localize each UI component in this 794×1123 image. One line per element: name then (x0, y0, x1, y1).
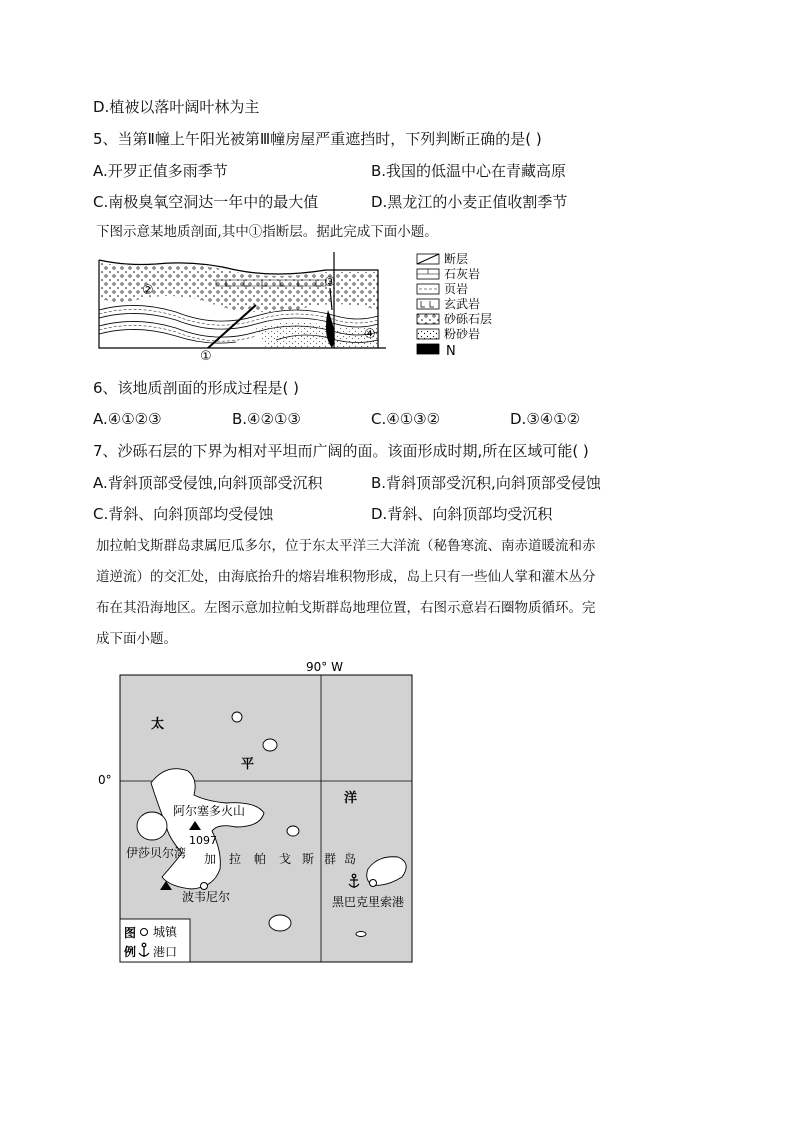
island (232, 712, 242, 722)
legend-basalt: 玄武岩 (444, 297, 481, 311)
geology-label-4: ④ (364, 327, 376, 342)
map-longitude-label: 90° W (306, 660, 343, 674)
archipelago-char-6: 群 (324, 852, 337, 866)
archipelago-char-1: 加 (204, 852, 217, 866)
q6-option-d: D.③④①② (510, 410, 581, 428)
map-latitude-label: 0° (98, 773, 112, 787)
galapagos-intro-line-3: 布在其沿海地区。左图示意加拉帕戈斯群岛地理位置，右图示意岩石圈物质循环。完 (96, 600, 596, 616)
legend-siltstone: 粉砂岩 (444, 327, 481, 341)
legend-title-char-1: 图 (124, 926, 137, 940)
galapagos-intro-line-4: 成下面小题。 (96, 631, 177, 647)
galapagos-map (96, 655, 426, 967)
town-name: 波韦尼尔 (182, 890, 231, 904)
q6-option-b: B.④②①③ (232, 410, 301, 428)
galapagos-intro-line-2: 道逆流）的交汇处，由海底抬升的熔岩堆积物形成，岛上只有一些仙人掌和灌木丛分 (96, 569, 596, 585)
island (263, 739, 277, 751)
volcano-name: 阿尔塞多火山 (173, 804, 246, 818)
q6-option-c: C.④①③② (371, 410, 441, 428)
ocean-char-3: 洋 (344, 791, 358, 806)
ocean-char-1: 太 (151, 717, 165, 732)
q6-option-a: A.④①②③ (93, 410, 162, 428)
port-town-icon (370, 880, 377, 887)
legend-town-label: 城镇 (153, 925, 178, 939)
island (356, 932, 366, 937)
galapagos-intro-line-1: 加拉帕戈斯群岛隶属厄瓜多尔，位于东太平洋三大洋流（秘鲁寒流、南赤道暖流和赤 (96, 538, 596, 554)
map-legend (120, 919, 190, 962)
archipelago-char-2: 拉 (229, 852, 242, 866)
geology-legend (417, 251, 492, 359)
q4-option-d: D.植被以落叶阔叶林为主 (93, 98, 260, 116)
legend-n: N (446, 344, 456, 359)
geology-label-2: ② (142, 283, 154, 298)
q5-stem: 5、当第Ⅱ幢上午阳光被第Ⅲ幢房屋严重遮挡时，下列判断正确的是( ) (93, 130, 542, 148)
island (269, 915, 291, 931)
geology-label-1: ① (200, 349, 212, 364)
volcano-elevation: 1097 (189, 834, 217, 847)
port-name: 黑巴克里索港 (332, 895, 405, 909)
legend-fault: 断层 (444, 252, 469, 266)
island (287, 826, 299, 836)
legend-port-label: 港口 (153, 945, 178, 959)
island (137, 812, 167, 840)
q5-option-b: B.我国的低温中心在青藏高原 (371, 162, 567, 180)
archipelago-char-3: 帕 (254, 852, 267, 866)
legend-shale: 页岩 (444, 282, 469, 296)
ocean-char-2: 平 (241, 757, 255, 772)
q7-option-a: A.背斜顶部受侵蚀,向斜顶部受沉积 (93, 474, 323, 492)
q5-option-a: A.开罗正值多雨季节 (93, 162, 228, 180)
q6-stem: 6、该地质剖面的形成过程是( ) (93, 379, 300, 397)
town-legend-icon (141, 929, 148, 936)
legend-title-char-2: 例 (124, 945, 137, 959)
q7-stem: 7、沙砾石层的下界为相对平坦而广阔的面。该面形成时期,所在区域可能( ) (93, 442, 589, 460)
geology-cross-section (96, 250, 516, 365)
town-icon (201, 883, 208, 890)
q7-option-b: B.背斜顶部受沉积,向斜顶部受侵蚀 (371, 474, 601, 492)
bay-name: 伊莎贝尔湾 (126, 846, 187, 860)
archipelago-char-7: 岛 (344, 852, 357, 866)
q7-option-c: C.背斜、向斜顶部均受侵蚀 (93, 505, 274, 523)
q5-option-c: C.南极臭氧空洞达一年中的最大值 (93, 193, 319, 211)
q7-option-d: D.背斜、向斜顶部均受沉积 (371, 505, 553, 523)
legend-gravel: 砂砾石层 (444, 312, 493, 326)
archipelago-char-5: 斯 (302, 852, 315, 866)
archipelago-char-4: 戈 (279, 852, 292, 866)
q5-option-d: D.黑龙江的小麦正值收割季节 (371, 193, 568, 211)
geology-intro: 下图示意某地质剖面,其中①指断层。据此完成下面小题。 (96, 224, 438, 240)
geology-label-3: ③ (324, 275, 336, 290)
legend-limestone: 石灰岩 (444, 267, 481, 281)
